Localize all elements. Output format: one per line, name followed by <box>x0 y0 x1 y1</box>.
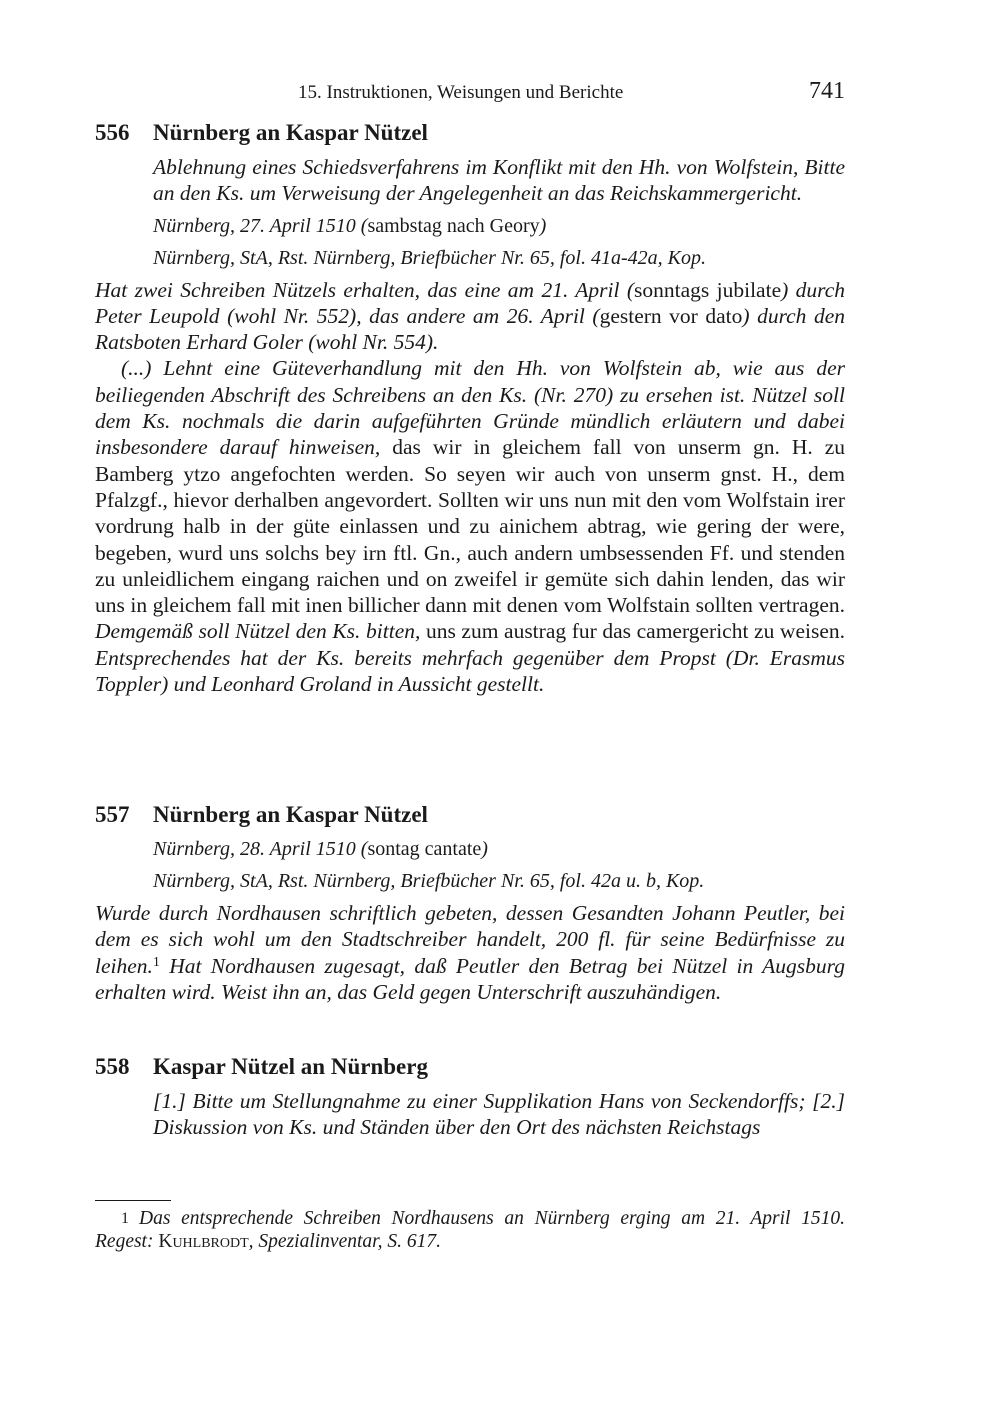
entry-header-block <box>95 154 845 271</box>
entry-title: Nürnberg an Kaspar Nützel <box>153 802 428 827</box>
entry-body <box>95 277 845 698</box>
entry-558 <box>95 1052 845 1141</box>
entry-header-block <box>95 1088 845 1141</box>
footnote-mark: 1 <box>121 1210 129 1227</box>
entry-number: 557 <box>95 802 130 827</box>
original-quote: sonntags jubilate <box>634 277 782 302</box>
original-quote: das wir in gleichem fall von unserm gn. H. zu Bamberg ytzo angefochten werden. So seyen wir auch von unserm gnst. H., dem Pfalzgf., hievor derhalben angevordert. Sollten wir uns nun mit den vom Wolfstain irer vordrung halb in der güte einlassen und zu ainichem abtrag, wie gering der were, begeben, wurd uns solchs bey irn ftl. Gn., auch andern umbsessenden Ff. und stenden zu unleidlichem eingang raichen und on zweifel ir gemüte sich dahin lenden, das wir uns in gleichem fall mit inen billicher dann mit denen vom Wolfstain sollten vertragen. <box>95 435 845 618</box>
entry-header-block <box>95 836 845 894</box>
paragraph: Wurde durch Nordhausen schriftlich gebeten, dessen Gesandten Johann Peutler, bei dem es sich wohl um den Stadtschreiber handelt, 200 fl. für seine Bedürfnisse zu leihen.$^1$ Hat Nordhausen zugesagt, daß Peutler den Betrag bei Nützel in Augsburg erhalten wird. Weist ihn an, das Geld gegen Unterschrift auszuhändigen. <box>95 901 845 1004</box>
footnote: 1 Das entsprechende Schreiben Nordhausens an Nürnberg erging am 21. April 1510. Regest: Kuhlbrodt, Spezialinventar, S. 617. <box>95 1208 845 1252</box>
entry-date: Nürnberg, 28. April 1510 (sontag cantate) <box>153 838 488 860</box>
running-title: 15. Instruktionen, Weisungen und Berichte <box>298 82 624 103</box>
page-header <box>95 80 845 110</box>
original-date: sontag cantate <box>367 838 482 860</box>
paragraph: (...) Lehnt eine Güteverhandlung mit den Hh. von Wolfstein ab, wie aus der beiliegenden Abschrift des Schreibens an den Ks. (Nr. 270) zu ersehen ist. Nützel soll dem Ks. nochmals die darin aufgeführten Gründe mündlich erläutern und dabei insbesondere darauf hinweisen, das wir in gleichem fall von unserm gn. H. zu Bamberg ytzo angefochten werden. So seyen wir auch von unserm gnst. H., dem Pfalzgf., hievor derhalben angevordert. Sollten wir uns nun mit den vom Wolfstain irer vordrung halb in der güte einlassen und zu ainichem abtrag, wie gering der were, begeben, wurd uns solchs bey irn ftl. Gn., auch andern umbsessenden Ff. und stenden zu unleidlichem eingang raichen und on zweifel ir gemüte sich dahin lenden, das wir uns in gleichem fall mit inen billicher dann mit denen vom Wolfstain sollten vertragen. Demgemäß soll Nützel den Ks. bitten, uns zum austrag fur das camergericht zu weisen. Entsprechendes hat der Ks. bereits mehrfach gegenüber dem Propst (Dr. Erasmus Toppler) und Leonhard Groland in Aussicht gestellt. <box>95 356 845 697</box>
entry-557 <box>95 800 845 1005</box>
entry-title: Kaspar Nützel an Nürnberg <box>153 1054 428 1079</box>
entry-date: Nürnberg, 27. April 1510 (sambstag nach Geory) <box>153 214 547 237</box>
regest: Ablehnung eines Schiedsverfahrens im Konflikt mit den Hh. von Wolfstein, Bitte an den Ks. um Verweisung der Angelegenheit an das Reichskammergericht. <box>153 155 845 206</box>
entry-heading <box>95 800 845 830</box>
entry-body <box>95 900 845 1005</box>
entry-source: Nürnberg, StA, Rst. Nürnberg, Briefbücher Nr. 65, fol. 42a u. b, Kop. <box>153 870 705 892</box>
entry-number: 558 <box>95 1054 130 1079</box>
footnote-divider <box>95 1200 171 1201</box>
paragraph: Hat zwei Schreiben Nützels erhalten, das eine am 21. April (sonntags jubilate) durch Peter Leupold (wohl Nr. 552), das andere am 26. April (gestern vor dato) durch den Ratsboten Erhard Goler (wohl Nr. 554). <box>95 277 845 355</box>
original-quote: gestern vor dato <box>599 303 743 328</box>
original-quote: uns zum austrag fur das camergericht zu weisen. <box>420 619 845 644</box>
page-number: 741 <box>809 78 845 104</box>
entry-source: Nürnberg, StA, Rst. Nürnberg, Briefbücher Nr. 65, fol. 41a-42a, Kop. <box>153 246 706 269</box>
entry-heading <box>95 1052 845 1082</box>
footnote-ref[interactable]: 1 <box>152 954 160 970</box>
entry-title: Nürnberg an Kaspar Nützel <box>153 120 428 145</box>
footnote-author: Kuhlbrodt <box>158 1231 249 1252</box>
entry-556 <box>95 118 845 697</box>
entry-number: 556 <box>95 120 130 145</box>
regest: [1.] Bitte um Stellungnahme zu einer Supplikation Hans von Seckendorffs; [2.] Diskussion von Ks. und Ständen über den Ort des nächsten Reichstags <box>153 1089 845 1140</box>
entry-heading <box>95 118 845 148</box>
original-date: sambstag nach Geory <box>367 214 540 237</box>
